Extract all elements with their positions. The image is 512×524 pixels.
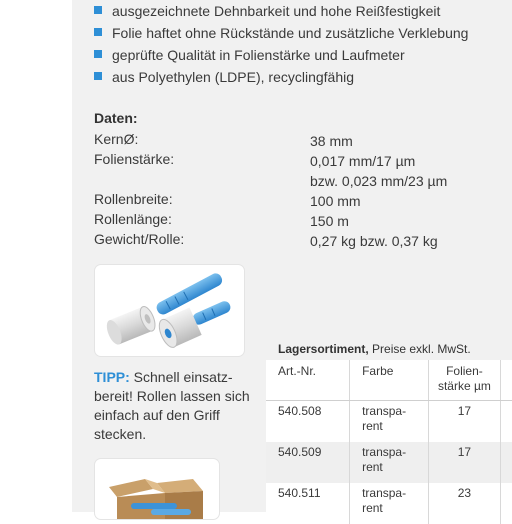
square-bullet-icon <box>94 72 102 80</box>
specs-title: Daten: <box>94 110 138 126</box>
feature-list <box>94 0 468 88</box>
square-bullet-icon <box>94 28 102 36</box>
cell-art: 540.509 <box>266 442 350 483</box>
column-header-extra <box>500 360 512 401</box>
tip-note <box>94 368 254 444</box>
spec-value: 150 m <box>310 213 349 229</box>
table-row <box>266 442 512 483</box>
cell-extra <box>500 401 512 443</box>
cell-art: 540.511 <box>266 483 350 524</box>
cell-extra <box>500 442 512 483</box>
square-bullet-icon <box>94 50 102 58</box>
table-header-row <box>266 360 512 401</box>
cell-staerke: 17 <box>428 401 500 443</box>
spec-value: 38 mm <box>310 133 353 149</box>
cell-art: 540.508 <box>266 401 350 443</box>
table-row <box>266 483 512 524</box>
stock-heading-bold: Lagersortiment, <box>278 342 369 356</box>
spec-label: Rollenlänge: <box>94 211 172 227</box>
cell-farbe: transpa-rent <box>350 483 429 524</box>
spec-label: Gewicht/Rolle: <box>94 231 185 247</box>
cell-farbe: transpa-rent <box>350 442 429 483</box>
page-margin <box>0 0 72 512</box>
feature-item: aus Polyethylen (LDPE), recyclingfähig <box>94 66 468 88</box>
product-image-box <box>95 459 219 519</box>
spec-label: Rollenbreite: <box>94 191 173 207</box>
stock-heading-rest: Preise exkl. MwSt. <box>368 342 471 356</box>
spec-value: 100 mm <box>310 193 361 209</box>
product-image-rolls <box>95 265 244 356</box>
spec-label: Folienstärke: <box>94 151 175 167</box>
spec-value: bzw. 0,023 mm/23 µm <box>310 173 448 189</box>
stock-table <box>266 360 512 524</box>
feature-item: ausgezeichnete Dehnbarkeit und hohe Reißfestigkeit <box>94 0 468 22</box>
column-header-staerke: Folien-stärke µm <box>428 360 500 401</box>
tip-text: Schnell einsatz-bereit! Rollen lassen sich einfach auf den Griff stecken. <box>94 369 250 442</box>
cell-staerke: 23 <box>428 483 500 524</box>
spec-label: KernØ: <box>94 131 139 147</box>
spec-value: 0,27 kg bzw. 0,37 kg <box>310 233 438 249</box>
cell-farbe: transpa-rent <box>350 401 429 443</box>
stretch-film-rolls-illustration <box>95 265 244 356</box>
tip-label: TIPP: <box>94 369 130 385</box>
carton-box-illustration <box>95 459 219 519</box>
square-bullet-icon <box>94 6 102 14</box>
spec-value: 0,017 mm/17 µm <box>310 153 416 169</box>
stock-table-heading <box>278 342 471 356</box>
cell-staerke: 17 <box>428 442 500 483</box>
feature-item: Folie haftet ohne Rückstände und zusätzliche Verklebung <box>94 22 468 44</box>
column-header-farbe: Farbe <box>350 360 429 401</box>
table-row <box>266 401 512 443</box>
column-header-art: Art.-Nr. <box>266 360 350 401</box>
cell-extra <box>500 483 512 524</box>
feature-item: geprüfte Qualität in Folienstärke und Laufmeter <box>94 44 468 66</box>
